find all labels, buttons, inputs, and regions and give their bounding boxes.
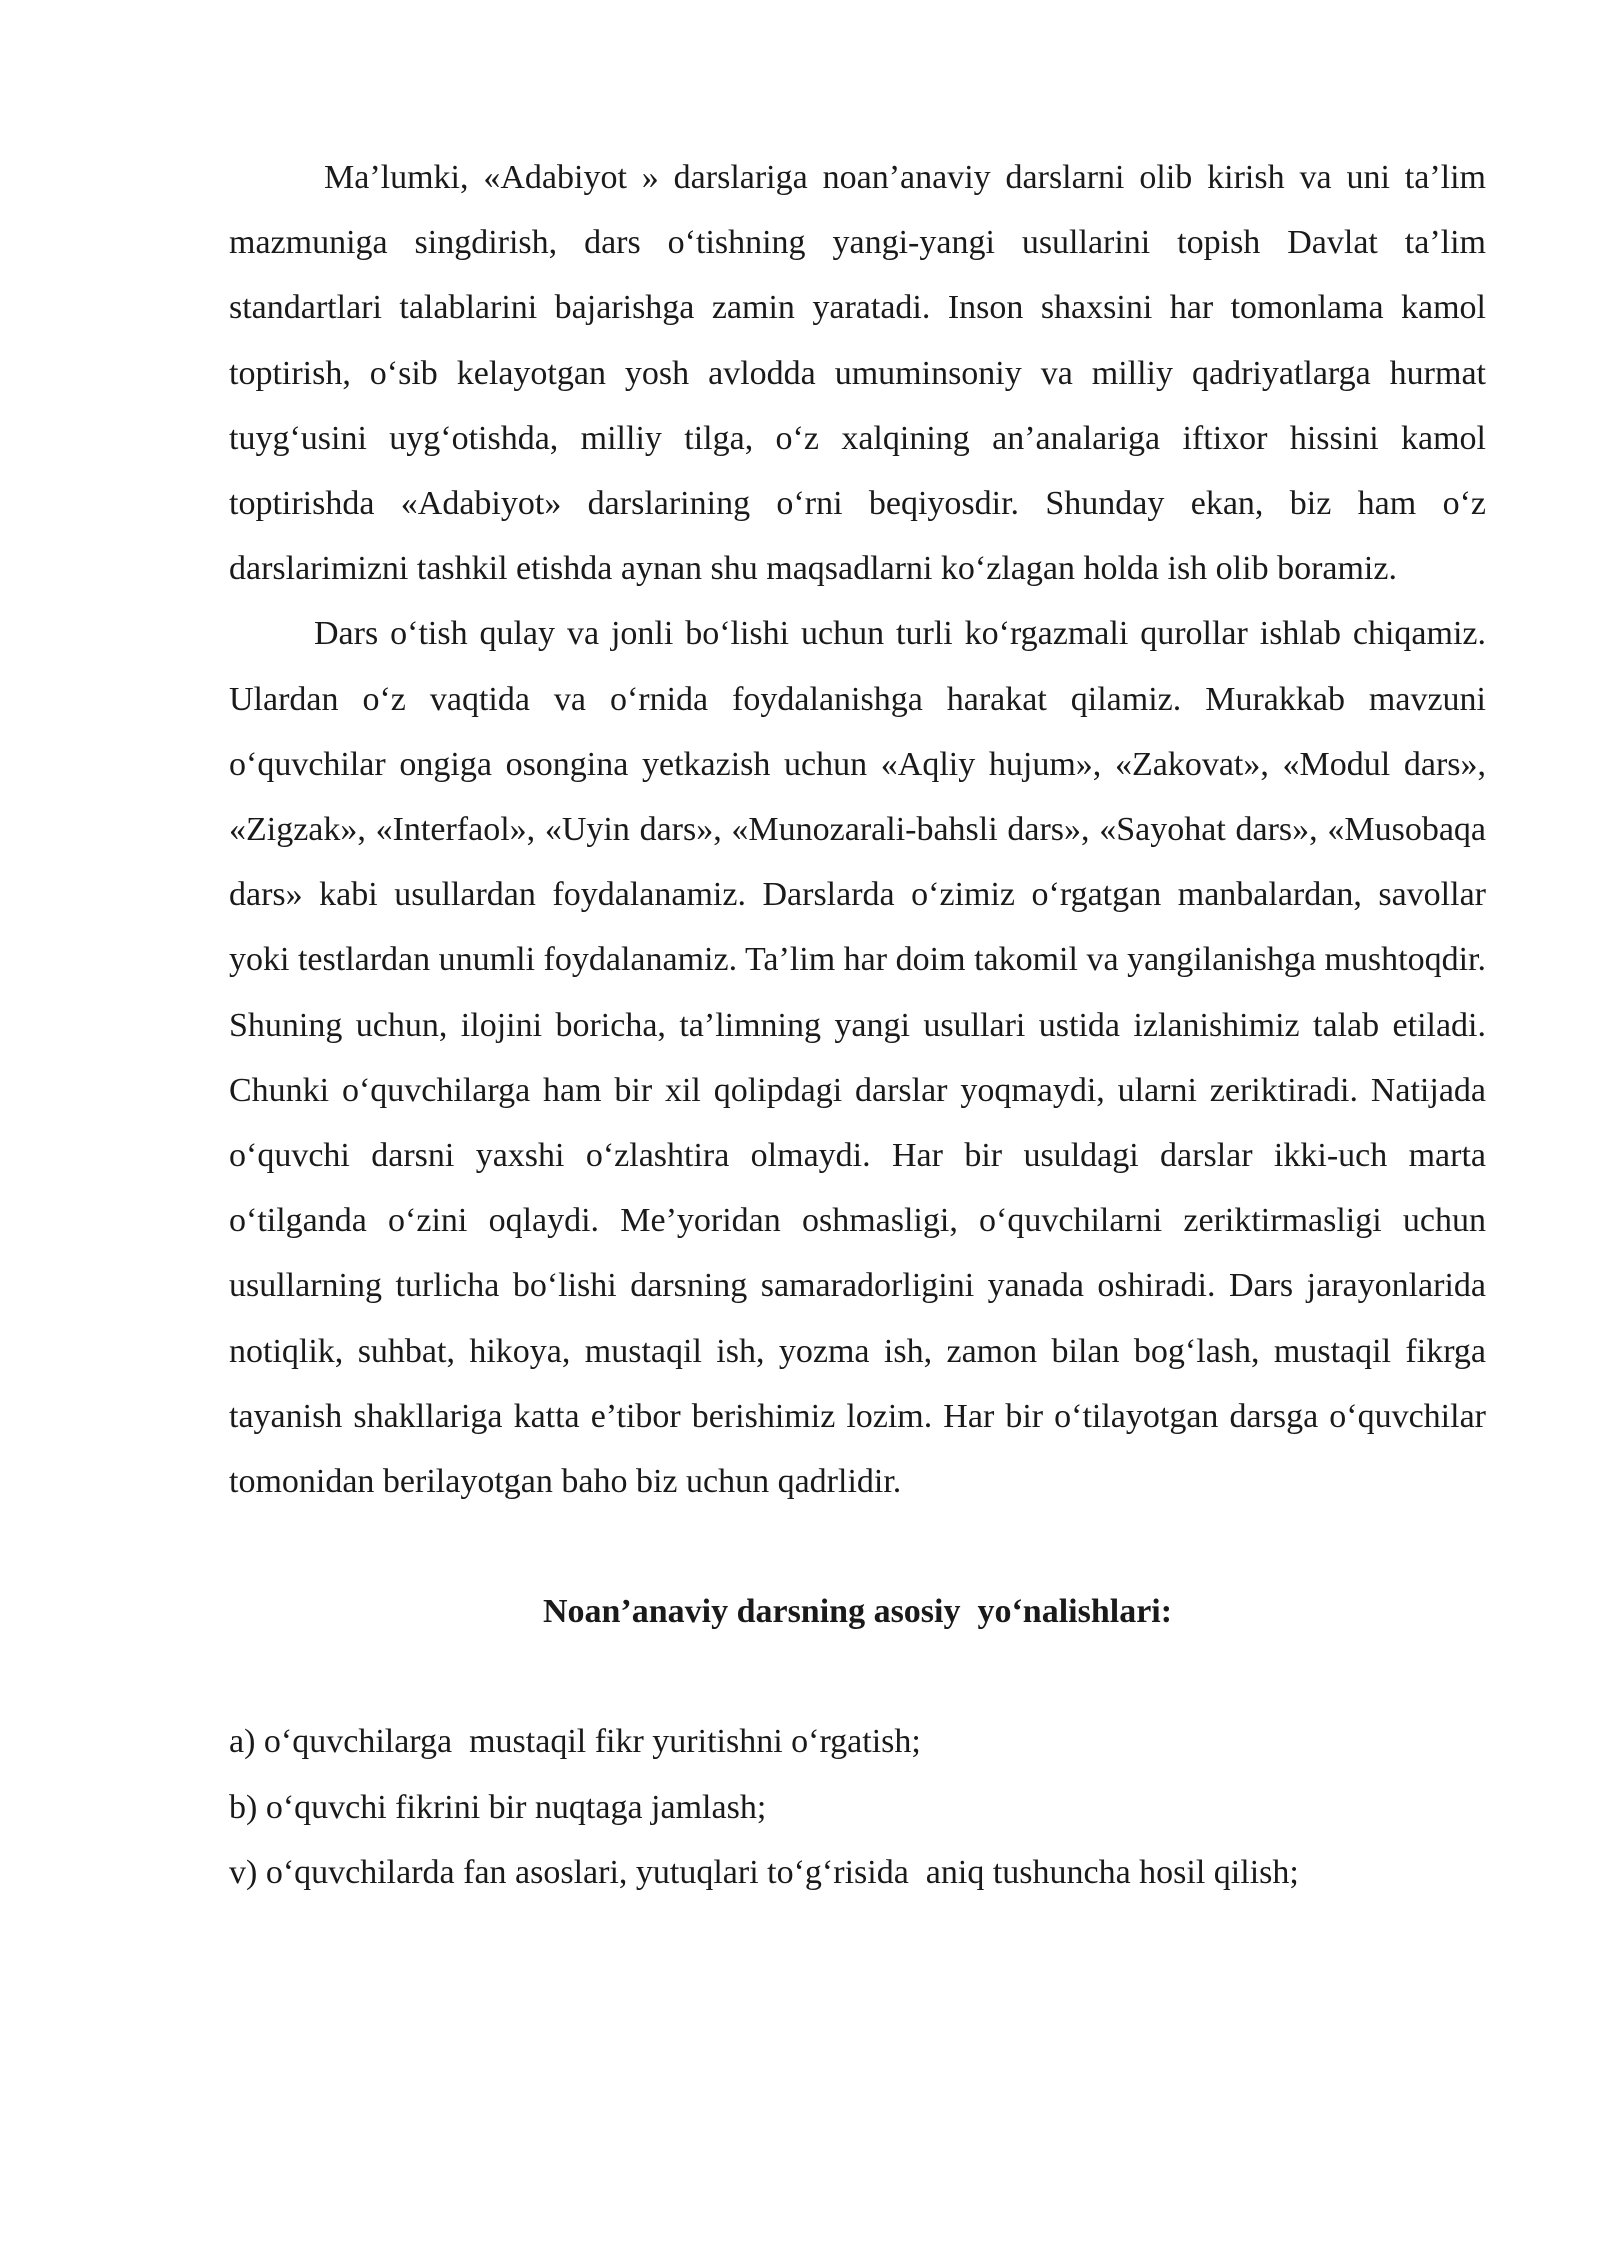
- paragraph-intro: Ma’lumki, «Adabiyot » darslariga noan’anaviy darslarni olib kirish va uni ta’lim mazmuniga singdirish, dars o‘tishning yangi-yangi usullarini topish Davlat ta’lim standartlari talablarini bajarishga zamin yaratadi. Inson shaxsini har tomonlama kamol toptirish, o‘sib kelayotgan yosh avlodda umuminsoniy va milliy qadriyatlarga hurmat tuyg‘usini uyg‘otishda, milliy tilga, o‘z xalqining an’analariga iftixor hissini kamol toptirishda «Adabiyot» darslarining o‘rni beqiyosdir. Shunday ekan, biz ham o‘z darslarimizni tashkil etishda aynan shu maqsadlarni ko‘zlagan holda ish olib boramiz.: [229, 159, 1486, 588]
- document-body: [229, 145, 1486, 1905]
- section-heading: Noan’anaviy darsning asosiy yo‘nalishlari:: [542, 1593, 1173, 1631]
- list-item: b) o‘quvchi fikrini bir nuqtaga jamlash;: [229, 1788, 767, 1826]
- list-item: a) o‘quvchilarga mustaqil fikr yuritishni o‘rgatish;: [229, 1723, 921, 1761]
- list-item: v) o‘quvchilarda fan asoslari, yutuqlari to‘g‘risida aniq tushuncha hosil qilish;: [229, 1853, 1299, 1891]
- paragraph-methods: Dars o‘tish qulay va jonli bo‘lishi uchun turli ko‘rgazmali qurollar ishlab chiqamiz. Ulardan o‘z vaqtida va o‘rnida foydalanishga harakat qilamiz. Murakkab mavzuni o‘quvchilar ongiga osongina yetkazish uchun «Aqliy hujum», «Zakovat», «Modul dars», «Zigzak», «Interfaol», «Uyin dars», «Munozarali-bahsli dars», «Sayohat dars», «Musobaqa dars» kabi usullardan foydalanamiz. Darslarda o‘zimiz o‘rgatgan manbalardan, savollar yoki testlardan unumli foydalanamiz. Ta’lim har doim takomil va yangilanishga mushtoqdir. Shuning uchun, ilojini boricha, ta’limning yangi usullari ustida izlanishimiz talab etiladi. Chunki o‘quvchilarga ham bir xil qolipdagi darslar yoqmaydi, ularni zeriktiradi. Natijada o‘quvchi darsni yaxshi o‘zlashtira olmaydi. Har bir usuldagi darslar ikki-uch marta o‘tilganda o‘zini oqlaydi. Me’yoridan oshmasligi, o‘quvchilarni zeriktirmasligi uchun usullarning turlicha bo‘lishi darsning samaradorligini yanada oshiradi. Dars jarayonlarida notiqlik, suhbat, hikoya, mustaqil ish, yozma ish, zamon bilan bog‘lash, mustaqil fikrga tayanish shakllariga katta e’tibor berishimiz lozim. Har bir o‘tilayotgan darsga o‘quvchilar tomonidan berilayotgan baho biz uchun qadrlidir.: [229, 615, 1486, 1501]
